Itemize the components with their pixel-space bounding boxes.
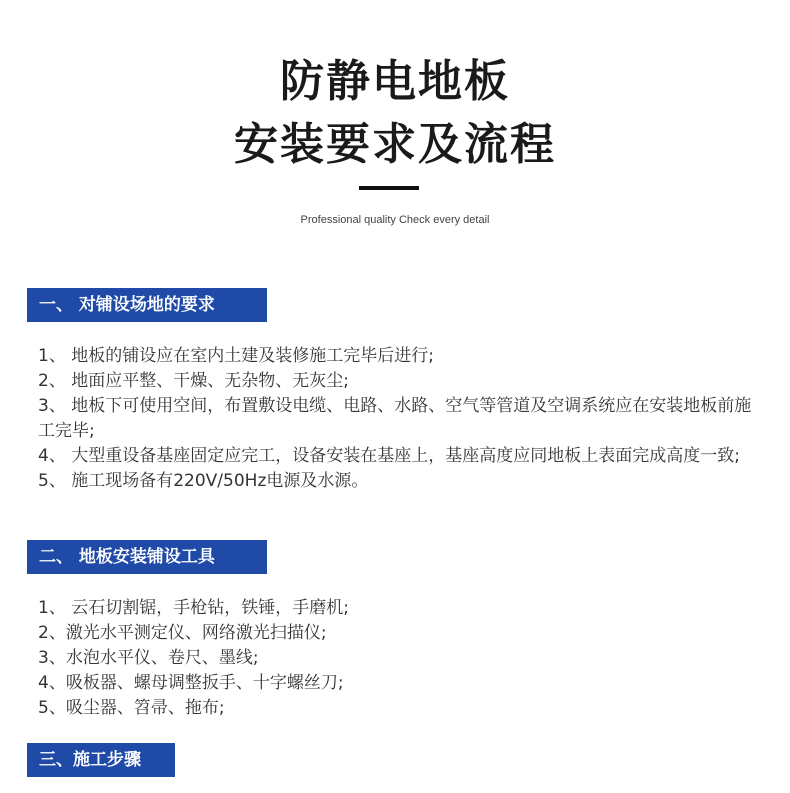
- section-heading-site-requirements: 一、 对铺设场地的要求: [27, 288, 267, 322]
- title-divider: [359, 186, 419, 190]
- list-item: 4、吸板器、螺母调整扳手、十字螺丝刀;: [38, 673, 344, 693]
- site-requirements-list: [38, 344, 768, 494]
- list-item: 2、激光水平测定仪、网络激光扫描仪;: [38, 623, 327, 643]
- list-item: 5、 施工现场备有220V/50Hz电源及水源。: [38, 471, 369, 491]
- section-heading-tools: 二、 地板安装铺设工具: [27, 540, 267, 574]
- tools-list: [38, 596, 768, 721]
- list-item: 1、 地板的铺设应在室内土建及装修施工完毕后进行;: [38, 346, 434, 366]
- list-item: 2、 地面应平整、干燥、无杂物、无灰尘;: [38, 371, 349, 391]
- section-heading-construction-steps: 三、施工步骤: [27, 743, 175, 777]
- page-title-line-1: 防静电地板: [280, 56, 510, 107]
- page-title-line-2: 安装要求及流程: [234, 119, 556, 170]
- list-item: 1、 云石切割锯，手枪钻，铁锤，手磨机;: [38, 598, 349, 618]
- tagline: Professional quality Check every detail: [300, 214, 490, 226]
- list-item: 4、 大型重设备基座固定应完工，设备安装在基座上，基座高度应同地板上表面完成高度一致;: [38, 446, 740, 466]
- list-item: 3、水泡水平仪、卷尺、墨线;: [38, 648, 259, 668]
- list-item: 3、 地板下可使用空间，布置敷设电缆、电路、水路、空气等管道及空调系统应在安装地板前施工完毕;: [38, 396, 752, 441]
- list-item: 5、吸尘器、笤帚、拖布;: [38, 698, 225, 718]
